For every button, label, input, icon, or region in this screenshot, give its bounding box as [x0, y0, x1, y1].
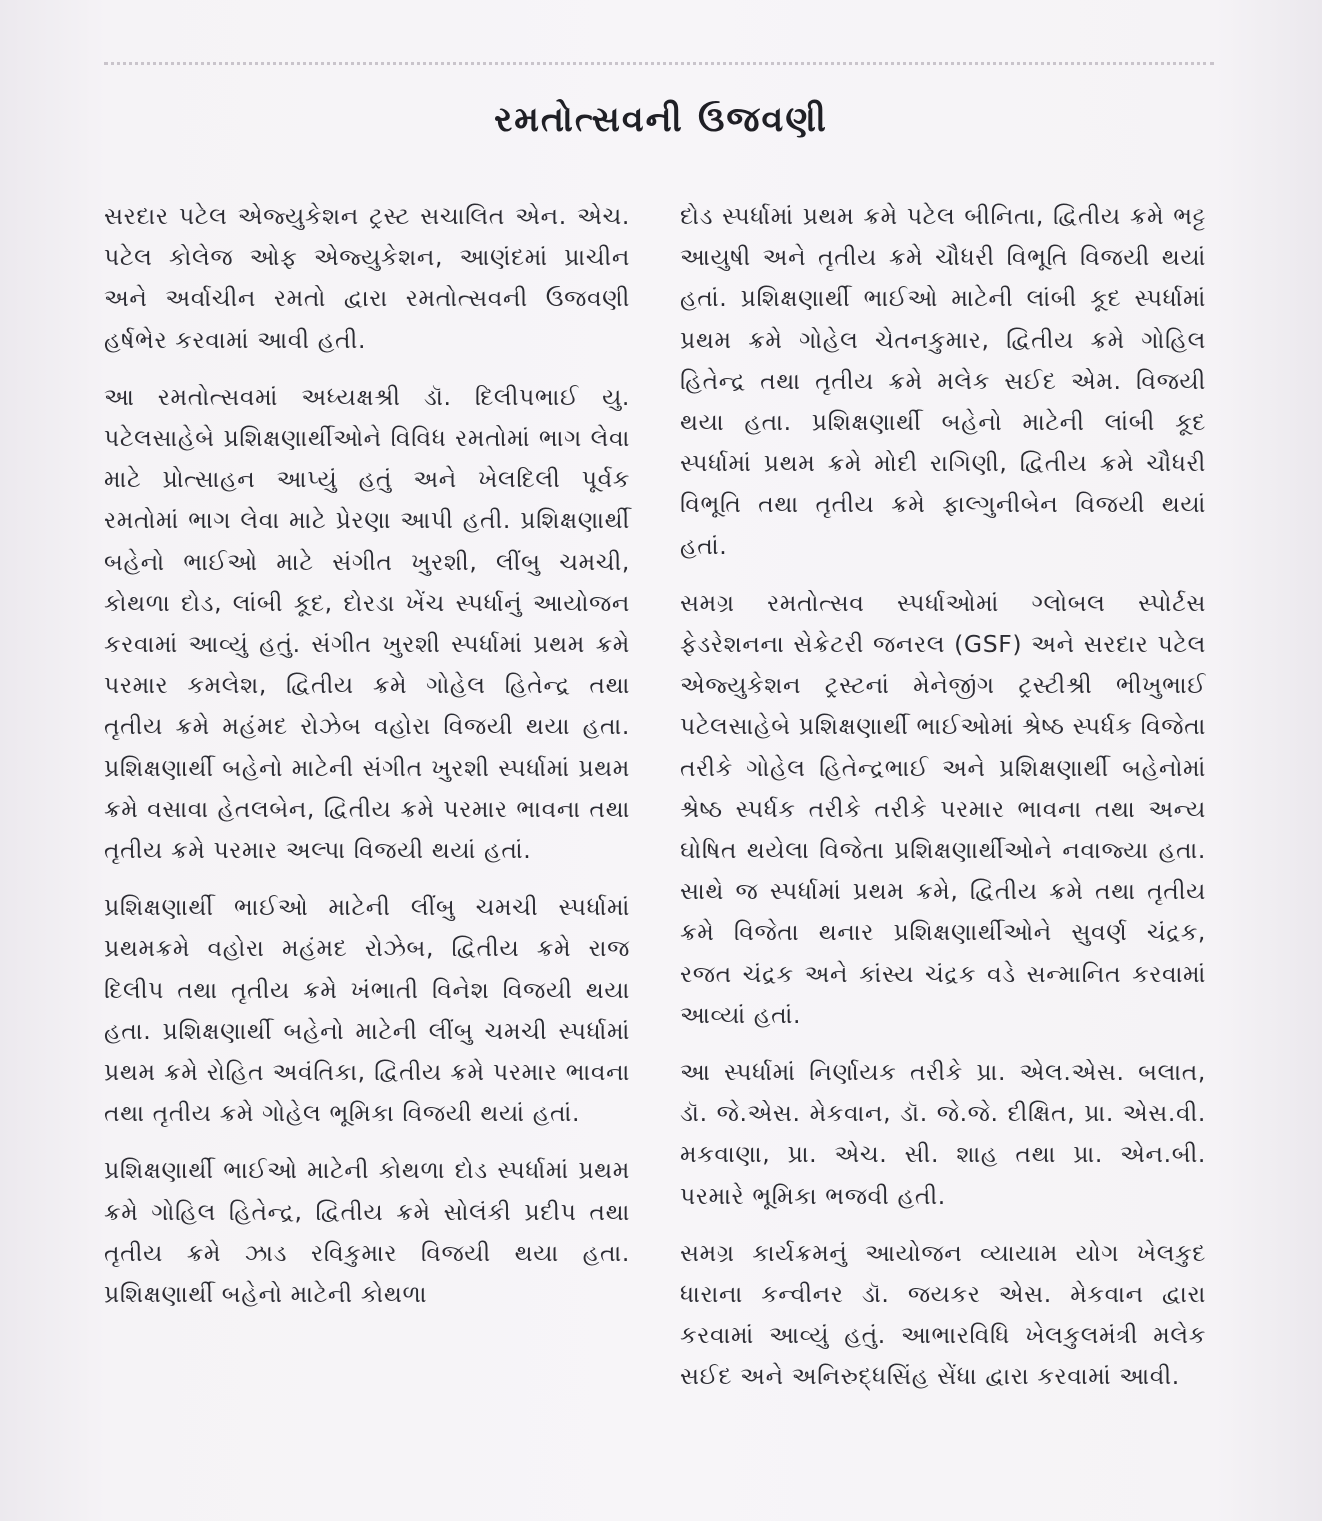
- paragraph: પ્રશિક્ષણાર્થી ભાઈઓ માટેની કોથળા દોડ સ્પર્ધામાં પ્રથમ ક્રમે ગોહિલ હિતેન્દ્ર, દ્વિતીય ક્રમે સોલંકી પ્રદીપ તથા તૃતીય ક્રમે ઝાડ રવિકુમાર વિજયી થયા હતા. પ્રશિક્ષણાર્થી બહેનો માટેની કોથળા: [104, 1156, 630, 1309]
- paragraph: આ રમતોત્સવમાં અધ્યક્ષશ્રી ડૉ. દિલીપભાઈ યુ. પટેલસાહેબે પ્રશિક્ષણાર્થીઓને વિવિધ રમતોમાં ભાગ લેવા માટે પ્રોત્સાહન આપ્યું હતું અને ખેલદિલી પૂર્વક રમતોમાં ભાગ લેવા માટે પ્રેરણા આપી હતી. પ્રશિક્ષણાર્થી બહેનો ભાઈઓ માટે સંગીત ખુરશી, લીંબુ ચમચી, કોથળા દોડ, લાંબી કૂદ, દોરડા ખેંચ સ્પર્ધાનું આયોજન કરવામાં આવ્યું હતું. સંગીત ખુરશી સ્પર્ધામાં પ્રથમ ક્રમે પરમાર કમલેશ, દ્વિતીય ક્રમે ગોહેલ હિતેન્દ્ર તથા તૃતીય ક્રમે મહંમદ રોઝેબ વહોરા વિજયી થયા હતા. પ્રશિક્ષણાર્થી બહેનો માટેની સંગીત ખુરશી સ્પર્ધામાં પ્રથમ ક્રમે વસાવા હેતલબેન, દ્વિતીય ક્રમે પરમાર ભાવના તથા તૃતીય ક્રમે પરમાર અલ્પા વિજયી થયાં હતાં.: [104, 382, 630, 865]
- left-column: [104, 196, 630, 1331]
- paragraph: સરદાર પટેલ એજ્યુકેશન ટ્રસ્ટ સચાલિત એન. એચ. પટેલ કોલેજ ઓફ એજ્યુકેશન, આણંદમાં પ્રાચીન અને અર્વાચીન રમતો દ્વારા રમતોત્સવની ઉજવણી હર્ષભેર કરવામાં આવી હતી.: [104, 202, 630, 354]
- top-dotted-rule: [104, 62, 1214, 65]
- paragraph: સમગ્ર રમતોત્સવ સ્પર્ધાઓમાં ગ્લોબલ સ્પોર્ટસ ફેડરેશનના સેક્રેટરી જનરલ (GSF) અને સરદાર પટેલ એજ્યુકેશન ટ્રસ્ટનાં મેનેજીંગ ટ્રસ્ટીશ્રી ભીખુભાઈ પટેલસાહેબે પ્રશિક્ષણાર્થી ભાઈઓમાં શ્રેષ્ઠ સ્પર્ધક વિજેતા તરીકે ગોહેલ હિતેન્દ્રભાઈ અને પ્રશિક્ષણાર્થી બહેનોમાં શ્રેષ્ઠ સ્પર્ધક તરીકે તરીકે પરમાર ભાવના તથા અન્ય ઘોષિત થયેલા વિજેતા પ્રશિક્ષણાર્થીઓને નવાજ્યા હતા. સાથે જ સ્પર્ધામાં પ્રથમ ક્રમે, દ્વિતીય ક્રમે તથા તૃતીય ક્રમે વિજેતા થનાર પ્રશિક્ષણાર્થીઓને સુવર્ણ ચંદ્રક, રજત ચંદ્રક અને કાંસ્ય ચંદ્રક વડે સન્માનિત કરવામાં આવ્યાં હતાં.: [680, 588, 1207, 1029]
- page-title: રમતોત્સવની ઉજવણી: [494, 100, 828, 140]
- paragraph: દોડ સ્પર્ધામાં પ્રથમ ક્રમે પટેલ બીનિતા, દ્વિતીય ક્રમે ભટ્ટ આયુષી અને તૃતીય ક્રમે ચૌધરી વિભૂતિ વિજયી થયાં હતાં. પ્રશિક્ષણાર્થી ભાઈઓ માટેની લાંબી કૂદ સ્પર્ધામાં પ્રથમ ક્રમે ગોહેલ ચેતનકુમાર, દ્વિતીય ક્રમે ગોહિલ હિતેન્દ્ર તથા તૃતીય ક્રમે મલેક સઈદ એમ. વિજયી થયા હતા. પ્રશિક્ષણાર્થી બહેનો માટેની લાંબી કૂદ સ્પર્ધામાં પ્રથમ ક્રમે મોદી રાગિણી, દ્વિતીય ક્રમે ચૌધરી વિભૂતિ તથા તૃતીય ક્રમે ફાલ્ગુનીબેન વિજયી થયાં હતાં.: [680, 202, 1206, 560]
- right-column: [680, 196, 1206, 1414]
- paragraph: આ સ્પર્ધામાં નિર્ણાયક તરીકે પ્રા. એલ.એસ. બલાત, ડૉ. જે.એસ. મેકવાન, ડૉ. જે.જે. દીક્ષિત, પ્રા. એસ.વી. મકવાણા, પ્રા. એચ. સી. શાહ તથા પ્રા. એન.બી. પરમારે ભૂમિકા ભજવી હતી.: [680, 1058, 1206, 1210]
- paragraph: પ્રશિક્ષણાર્થી ભાઈઓ માટેની લીંબુ ચમચી સ્પર્ધામાં પ્રથમક્રમે વહોરા મહંમદ રોઝેબ, દ્વિતીય ક્રમે રાજ દિલીપ તથા તૃતીય ક્રમે ખંભાતી વિનેશ વિજયી થયા હતા. પ્રશિક્ષણાર્થી બહેનો માટેની લીંબુ ચમચી સ્પર્ધામાં પ્રથમ ક્રમે રોહિત અવંતિકા, દ્વિતીય ક્રમે પરમાર ભાવના તથા તૃતીય ક્રમે ગોહેલ ભૂમિકા વિજયી થયાં હતાં.: [104, 893, 630, 1128]
- paragraph: સમગ્ર કાર્યક્રમનું આયોજન વ્યાયામ યોગ ખેલકુદ ધારાના કન્વીનર ડૉ. જયકર એસ. મેકવાન દ્વારા કરવામાં આવ્યું હતું. આભારવિધિ ખેલકુલમંત્રી મલેક સઈદ અને અનિરુદ્ધસિંહ સેંધા દ્વારા કરવામાં આવી.: [680, 1238, 1206, 1391]
